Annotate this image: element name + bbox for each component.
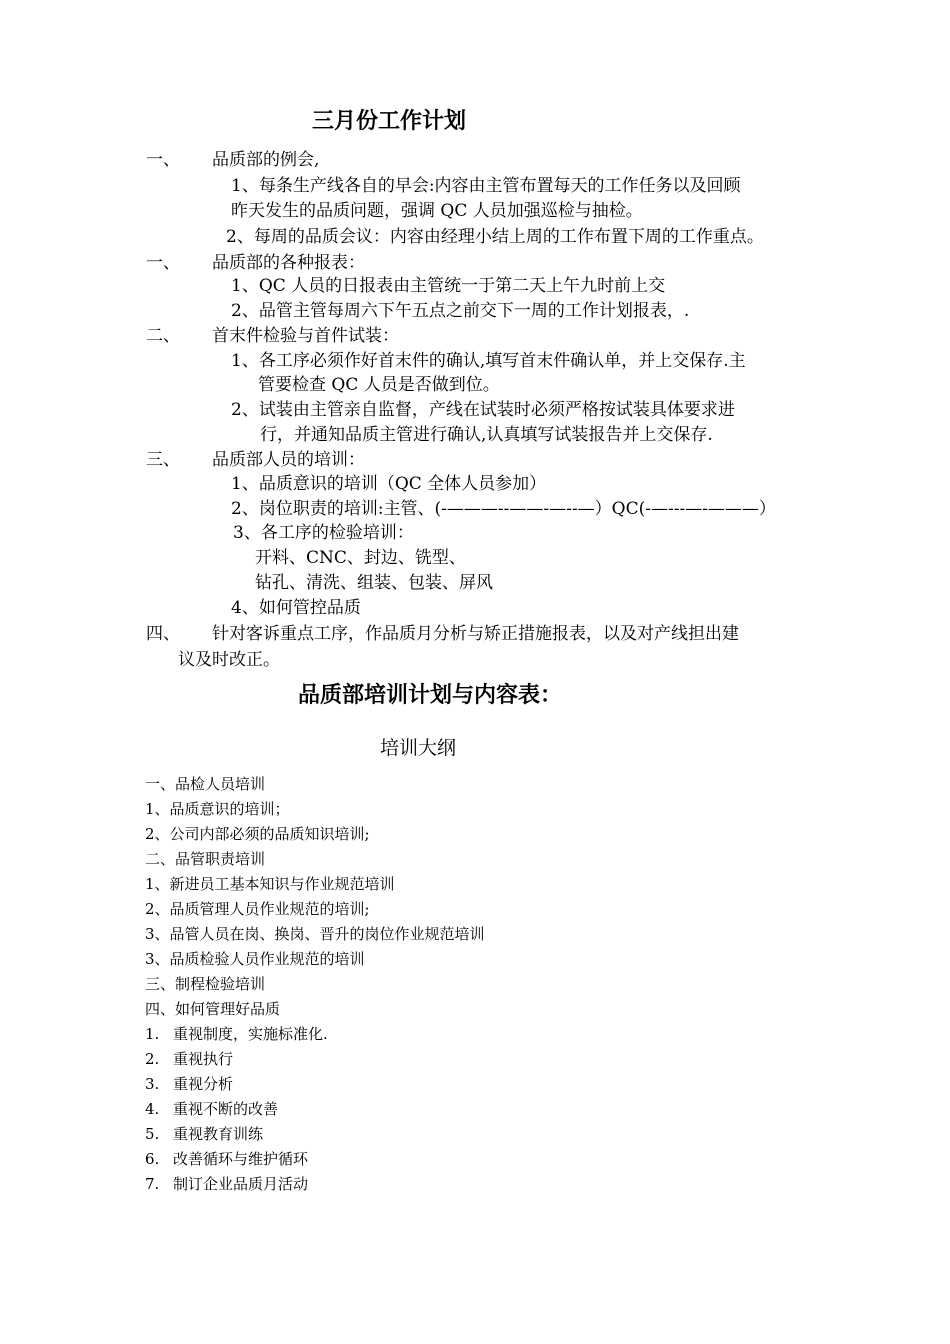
plan-subitem: 开料、CNC、封边、铣型、 bbox=[255, 548, 466, 568]
numbered-item-text: 重视分析 bbox=[173, 1075, 234, 1093]
section-number: 二、 bbox=[146, 326, 180, 346]
training-subtitle: 培训大纲 bbox=[380, 737, 457, 759]
section-number: 一、 bbox=[146, 150, 180, 170]
numbered-item-number: 6. bbox=[145, 1150, 160, 1168]
plan-item: 1、各工序必须作好首末件的确认,填写首末件确认单，并上交保存.主 bbox=[231, 351, 746, 371]
numbered-item-text: 重视不断的改善 bbox=[173, 1100, 279, 1118]
training-title: 品质部培训计划与内容表： bbox=[298, 683, 563, 708]
outline-line: 三、制程检验培训 bbox=[145, 975, 266, 993]
plan-item: 1、每条生产线各自的早会:内容由主管布置每天的工作任务以及回顾 bbox=[231, 176, 741, 196]
outline-line: 3、品质检验人员作业规范的培训 bbox=[145, 950, 365, 968]
section-number: 四、 bbox=[146, 624, 180, 644]
plan-item: 2、品管主管每周六下午五点之前交下一周的工作计划报表，. bbox=[231, 301, 690, 321]
plan-item: 2、试装由主管亲自监督，产线在试装时必须严格按试装具体要求进 bbox=[231, 400, 735, 420]
plan-item: 管要检查 QC 人员是否做到位。 bbox=[258, 375, 500, 395]
numbered-item-text: 重视制度，实施标准化. bbox=[173, 1025, 328, 1043]
section-heading: 品质部的例会, bbox=[212, 150, 320, 170]
numbered-item-number: 4. bbox=[145, 1100, 160, 1118]
numbered-item-number: 5. bbox=[145, 1125, 160, 1143]
numbered-item-number: 2. bbox=[145, 1050, 160, 1068]
numbered-item-number: 7. bbox=[145, 1175, 160, 1193]
plan-item: 1、QC 人员的日报表由主管统一于第二天上午九时前上交 bbox=[231, 276, 666, 296]
outline-line: 二、品管职责培训 bbox=[145, 850, 266, 868]
section-text: 针对客诉重点工序，作品质月分析与矫正措施报表，以及对产线担出建 bbox=[212, 624, 739, 644]
outline-line: 3、品管人员在岗、换岗、晋升的岗位作业规范培训 bbox=[145, 925, 485, 943]
plan-item: 2、岗位职责的培训:主管、(-———--——-—--—）QC(-—---—-———） bbox=[231, 499, 776, 519]
plan-item: 昨天发生的品质问题，强调 QC 人员加强巡检与抽检。 bbox=[231, 201, 643, 221]
outline-line: 一、品检人员培训 bbox=[145, 775, 266, 793]
numbered-item-text: 改善循环与维护循环 bbox=[173, 1150, 309, 1168]
numbered-item-number: 3. bbox=[145, 1075, 160, 1093]
outline-line: 1、品质意识的培训； bbox=[145, 800, 290, 818]
plan-item: 2、每周的品质会议：内容由经理小结上周的工作布置下周的工作重点。 bbox=[226, 227, 764, 247]
section-heading: 首末件检验与首件试装： bbox=[212, 326, 399, 346]
numbered-item-number: 1. bbox=[145, 1025, 160, 1043]
numbered-item-text: 重视执行 bbox=[173, 1050, 234, 1068]
plan-title: 三月份工作计划 bbox=[312, 109, 467, 134]
section-heading: 品质部的各种报表： bbox=[212, 253, 365, 273]
plan-subitem: 钻孔、清洗、组装、包装、屏风 bbox=[255, 573, 493, 593]
plan-item: 3、各工序的检验培训： bbox=[233, 523, 414, 543]
section-number: 一、 bbox=[146, 253, 180, 273]
numbered-item-text: 重视教育训练 bbox=[173, 1125, 264, 1143]
plan-item: 1、品质意识的培训（QC 全体人员参加） bbox=[231, 474, 547, 494]
outline-line: 1、新进员工基本知识与作业规范培训 bbox=[145, 875, 395, 893]
outline-line: 四、如何管理好品质 bbox=[145, 1000, 281, 1018]
outline-line: 2、品质管理人员作业规范的培训; bbox=[145, 900, 370, 918]
section-text: 议及时改正。 bbox=[178, 650, 280, 670]
section-heading: 品质部人员的培训： bbox=[212, 450, 365, 470]
plan-item: 行，并通知品质主管进行确认,认真填写试装报告并上交保存. bbox=[260, 425, 713, 445]
outline-line: 2、公司内部必须的品质知识培训; bbox=[145, 825, 370, 843]
section-number: 三、 bbox=[146, 450, 180, 470]
numbered-item-text: 制订企业品质月活动 bbox=[173, 1175, 309, 1193]
plan-item: 4、如何管控品质 bbox=[231, 598, 361, 618]
